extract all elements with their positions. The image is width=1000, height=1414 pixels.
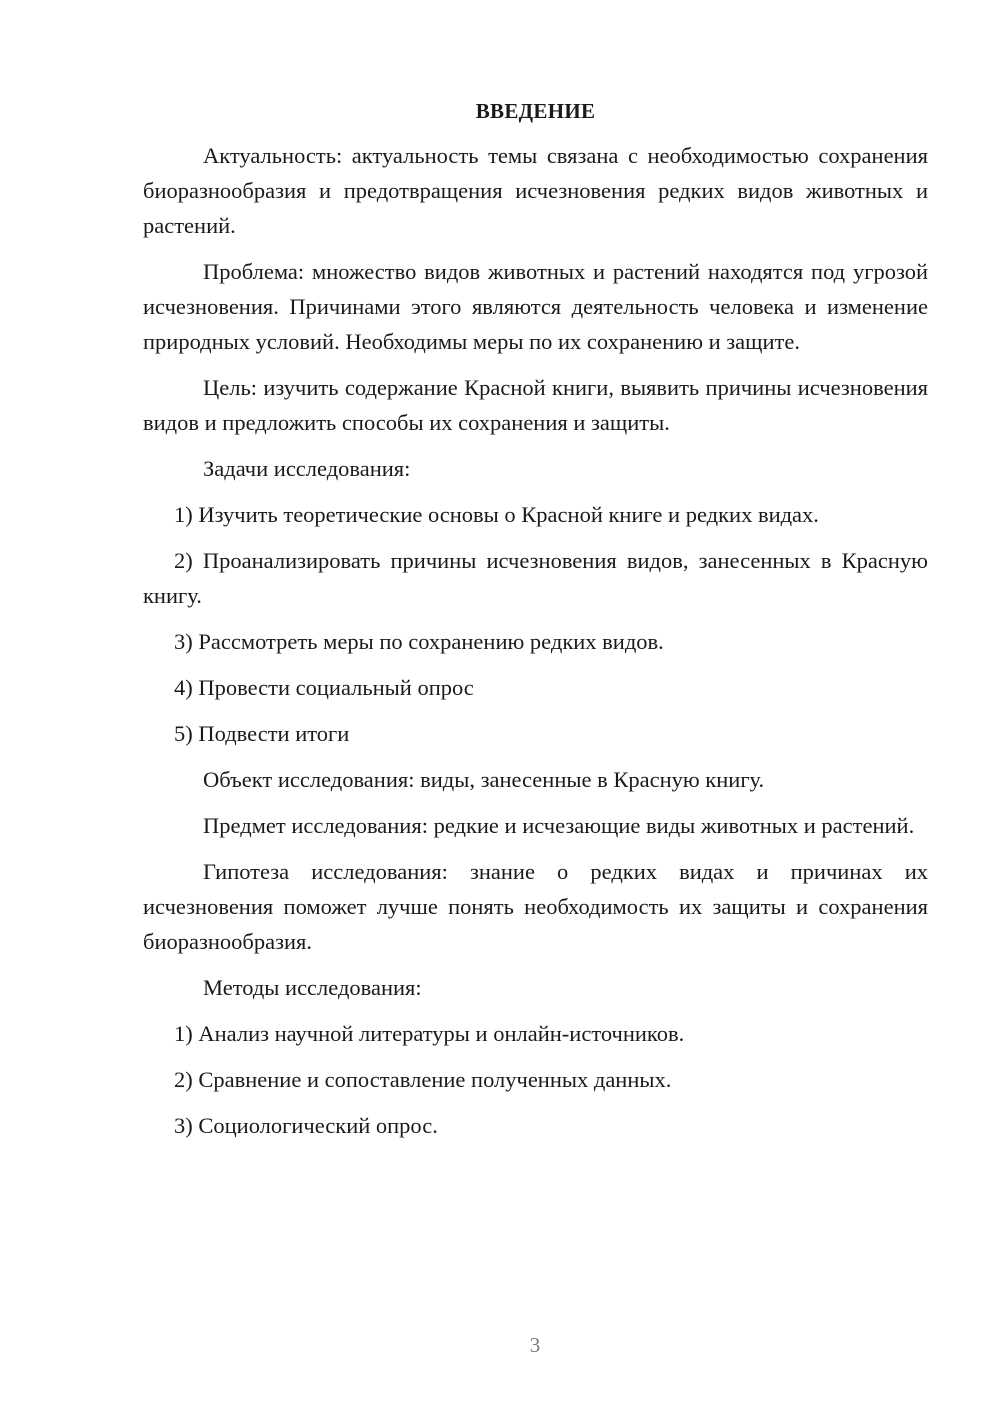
task-item: 3) Рассмотреть меры по сохранению редких видов. [174, 629, 664, 654]
task-item: 5) Подвести итоги [174, 721, 350, 746]
method-item: 2) Сравнение и сопоставление полученных данных. [174, 1067, 672, 1092]
task-item: 2) Проанализировать причины исчезновения видов, занесенных в Красную книгу. [143, 548, 928, 608]
paragraph-object: Объект исследования: виды, занесенные в Красную книгу. [203, 767, 765, 792]
task-item: 4) Провести социальный опрос [174, 675, 474, 700]
paragraph-problem: Проблема: множество видов животных и растений находятся под угрозой исчезновения. Причинами этого являются деятельность человека и изменение природных условий. Необходимы меры по их сохранению и защите. [143, 259, 928, 354]
paragraph-subject: Предмет исследования: редкие и исчезающие виды животных и растений. [203, 813, 915, 838]
paragraph-hypothesis: Гипотеза исследования: знание о редких видах и причинах их исчезновения поможет лучше понять необходимость их защиты и сохранения биоразнообразия. [143, 859, 928, 954]
paragraph-relevance: Актуальность: актуальность темы связана с необходимостью сохранения биоразнообразия и предотвращения исчезновения редких видов животных и растений. [143, 143, 928, 238]
paragraph-goal: Цель: изучить содержание Красной книги, выявить причины исчезновения видов и предложить способы их сохранения и защиты. [143, 375, 928, 435]
section-title: ВВЕДЕНИЕ [475, 99, 596, 123]
page-number: 3 [529, 1333, 541, 1357]
task-item: 1) Изучить теоретические основы о Красной книге и редких видах. [174, 502, 819, 527]
method-item: 1) Анализ научной литературы и онлайн-источников. [174, 1021, 685, 1046]
methods-heading: Методы исследования: [203, 975, 422, 1000]
page-content [143, 96, 928, 1154]
tasks-heading: Задачи исследования: [203, 456, 411, 481]
method-item: 3) Социологический опрос. [174, 1113, 438, 1138]
